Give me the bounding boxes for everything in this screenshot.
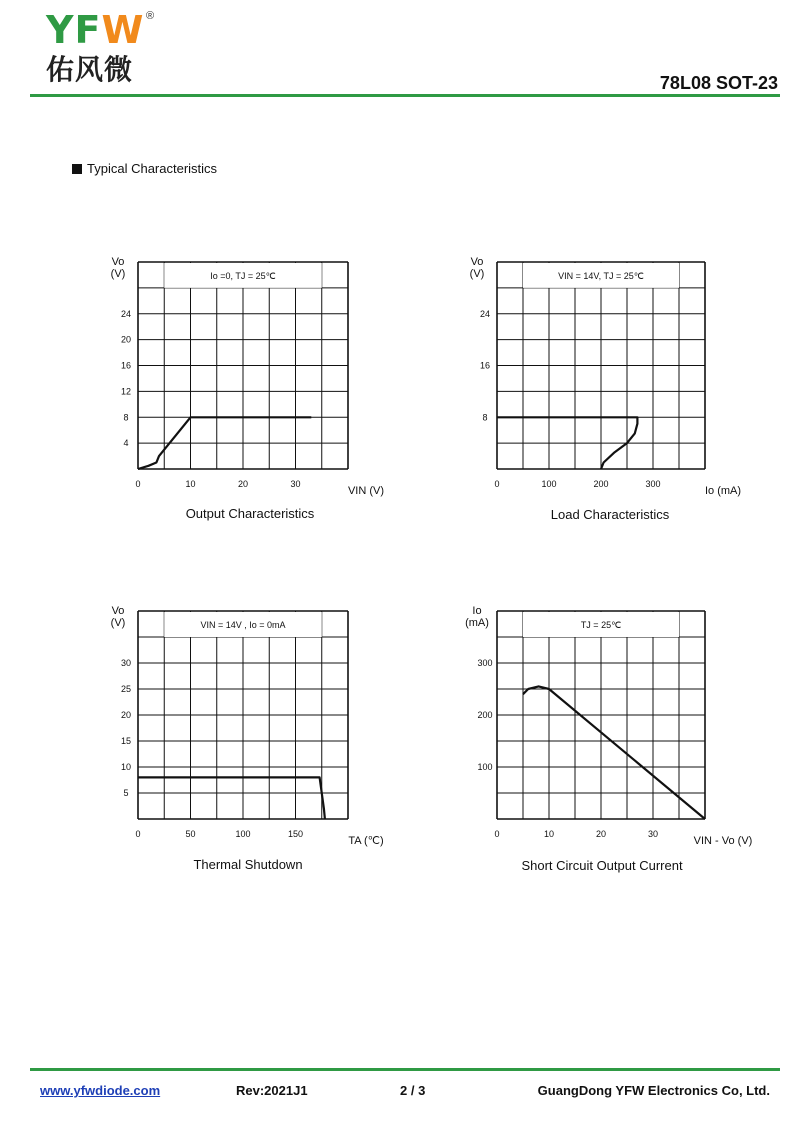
x-tick-label: 0 [135,829,141,839]
registered-mark: ® [146,10,155,22]
y-tick-label: 25 [120,684,132,694]
y-tick-label: 12 [120,386,132,397]
y-axis-label-symbol: Vo [111,256,125,268]
x-tick-label: 20 [237,479,249,489]
website-link[interactable]: www.yfwdiode.com [40,1083,161,1098]
chart-caption-output: Output Characteristics [185,506,315,521]
company-name: GuangDong YFW Electronics Co, Ltd. [537,1083,770,1098]
page-number: 2 / 3 [400,1083,426,1098]
section-title: Typical Characteristics [87,161,218,176]
x-tick-label: 200 [593,479,609,489]
chart-caption-short-circuit: Short Circuit Output Current [521,858,683,873]
chart-1 [470,256,741,497]
chart-annotation: VIN = 14V, TJ = 25℃ [558,270,644,281]
y-axis-label-unit: (V) [469,268,485,280]
part-number: 78L08 SOT-23 [659,73,778,93]
y-axis-label-unit: (mA) [465,617,489,629]
y-axis-label-symbol: Io [472,605,482,617]
x-tick-label: 30 [647,829,659,839]
y-tick-label: 4 [123,438,129,449]
y-tick-label: 8 [123,412,129,423]
y-tick-label: 16 [479,360,491,371]
y-axis-label-symbol: Vo [111,605,125,617]
y-tick-label: 5 [123,788,129,798]
y-tick-label: 20 [120,710,132,720]
chart-annotation: TJ = 25℃ [580,620,622,630]
y-axis-label-symbol: Vo [470,256,484,268]
y-tick-label: 200 [477,710,493,720]
y-tick-label: 30 [120,658,132,668]
x-axis-label: VIN (V) [347,485,385,497]
x-tick-label: 150 [287,829,304,839]
x-tick-label: 30 [290,479,301,489]
x-tick-label: 100 [541,479,557,489]
series-line [523,686,705,819]
x-tick-label: 0 [494,479,500,489]
chart-0 [111,256,384,497]
y-tick-label: 20 [120,334,132,345]
x-axis-label: VIN - Vo (V) [693,835,753,847]
y-axis-label-unit: (V) [110,268,126,280]
x-tick-label: 10 [185,479,196,489]
y-tick-label: 8 [482,412,488,423]
chart-annotation: Io =0, TJ = 25℃ [210,270,276,281]
footer-rule [30,1068,780,1071]
y-tick-label: 24 [479,308,491,319]
y-tick-label: 15 [120,736,132,746]
logo-letter-orange: W [101,8,145,52]
x-tick-label: 50 [185,829,196,839]
logo-chinese-name: 佑风微 [46,53,134,86]
x-tick-label: 20 [595,829,607,839]
x-tick-label: 10 [543,829,555,839]
chart-2 [111,605,384,847]
chart-caption-load: Load Characteristics [550,507,670,522]
y-tick-label: 16 [120,360,132,371]
x-tick-label: 0 [494,829,500,839]
y-axis-label-unit: (V) [110,617,126,629]
x-tick-label: 100 [235,829,251,839]
chart-annotation: VIN = 14V , Io = 0mA [200,620,286,630]
revision-label: Rev:2021J1 [236,1083,308,1098]
y-tick-label: 10 [120,762,132,772]
x-axis-label: TA (℃) [348,835,384,847]
x-tick-label: 300 [645,479,661,489]
chart-caption-thermal: Thermal Shutdown [193,857,303,872]
logo-letters-green: YF [46,8,102,52]
y-tick-label: 24 [120,308,132,319]
x-axis-label: Io (mA) [704,485,742,497]
chart-3 [465,605,752,847]
series-line [138,777,325,819]
y-tick-label: 300 [477,658,493,668]
x-tick-label: 0 [135,479,141,489]
y-tick-label: 100 [477,762,493,772]
